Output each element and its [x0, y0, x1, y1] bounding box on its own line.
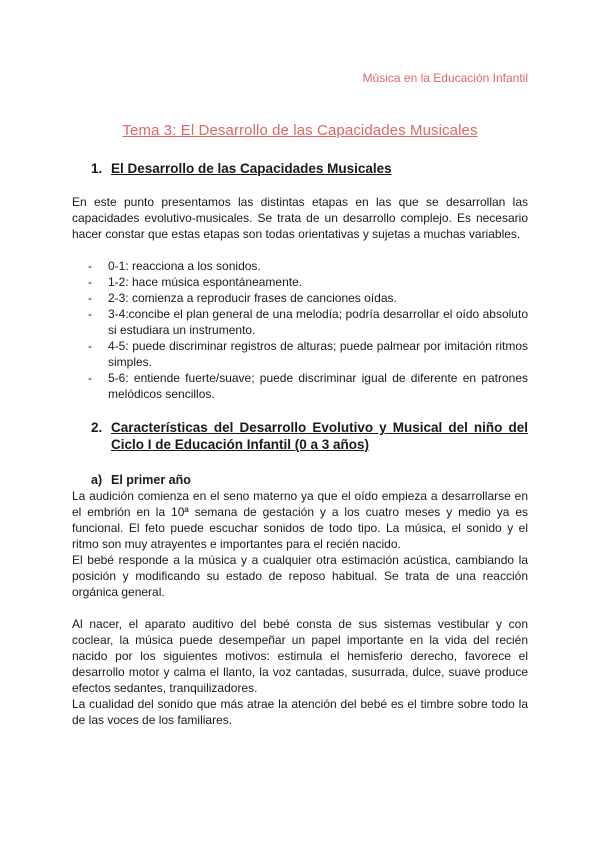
subsection-a-heading — [91, 472, 528, 488]
section-1-heading — [91, 160, 528, 177]
section-2-heading — [91, 419, 528, 453]
list-item: - 5-6: entiende fuerte/suave; puede discriminar igual de diferente en patrones melódicos sencillos. — [88, 371, 528, 401]
subsection-a-title: El primer año — [111, 473, 191, 487]
paragraph: El bebé responde a la música y a cualquier otra estimación acústica, cambiando la posición y modificando su estado de reposo habitual. Se trata de una reacción orgánica general. — [72, 553, 528, 599]
paragraph: La audición comienza en el seno materno ya que el oído empieza a desarrollarse en el embrión en la 10ª semana de gestación y a los cuatro meses y medio ya es funcional. El feto puede escuchar sonidos de todo tipo. La música, el sonido y el ritmo son muy atrayentes e importantes para el recién nacido. — [72, 489, 528, 551]
document-body — [72, 160, 528, 728]
list-item: - 3-4:concibe el plan general de una melodía; podría desarrollar el oído absoluto si estudiara un instrumento. — [88, 307, 528, 337]
list-item: - 0-1: reacciona a los sonidos. — [88, 259, 261, 273]
paragraph: La cualidad del sonido que más atrae la atención del bebé es el timbre sobre todo la de las voces de los familiares. — [72, 697, 528, 727]
section-1-number: 1. — [91, 161, 103, 176]
stages-list — [72, 258, 528, 402]
running-header: Música en la Educación Infantil — [362, 71, 528, 85]
paragraph: Al nacer, el aparato auditivo del bebé consta de sus sistemas vestibular y con coclear, la música puede desempeñar un papel importante en la vida del recién nacido por los siguientes motivos: estimula el hemisferio derecho, favorece el desarrollo motor y calma el llanto, la voz cantadas, susurrada, dulce, suave produce efectos sedantes, tranquilizadores. — [72, 617, 528, 695]
section-1-intro: En este punto presentamos las distintas etapas en las que se desarrollan las capacidades evolutivo-musicales. Se trata de un desarrollo complejo. Es necesario hacer constar que estas etapas son todas orientativas y sujetas a muchas variables. — [72, 195, 528, 241]
list-item: - 1-2: hace música espontáneamente. — [88, 275, 303, 289]
page-title: Tema 3: El Desarrollo de las Capacidades Musicales — [122, 122, 478, 139]
section-1-title: El Desarrollo de las Capacidades Musicales — [111, 161, 392, 176]
list-item: - 4-5: puede discriminar registros de alturas; puede palmear por imitación ritmos simples. — [88, 339, 528, 369]
list-item: - 2-3: comienza a reproducir frases de canciones oídas. — [88, 291, 397, 305]
subsection-a-label: a) — [91, 473, 103, 487]
section-2-number: 2. — [91, 420, 103, 435]
section-2-title: Características del Desarrollo Evolutivo y Musical del niño del Ciclo I de Educación Infantil (0 a 3 años) — [111, 420, 528, 452]
